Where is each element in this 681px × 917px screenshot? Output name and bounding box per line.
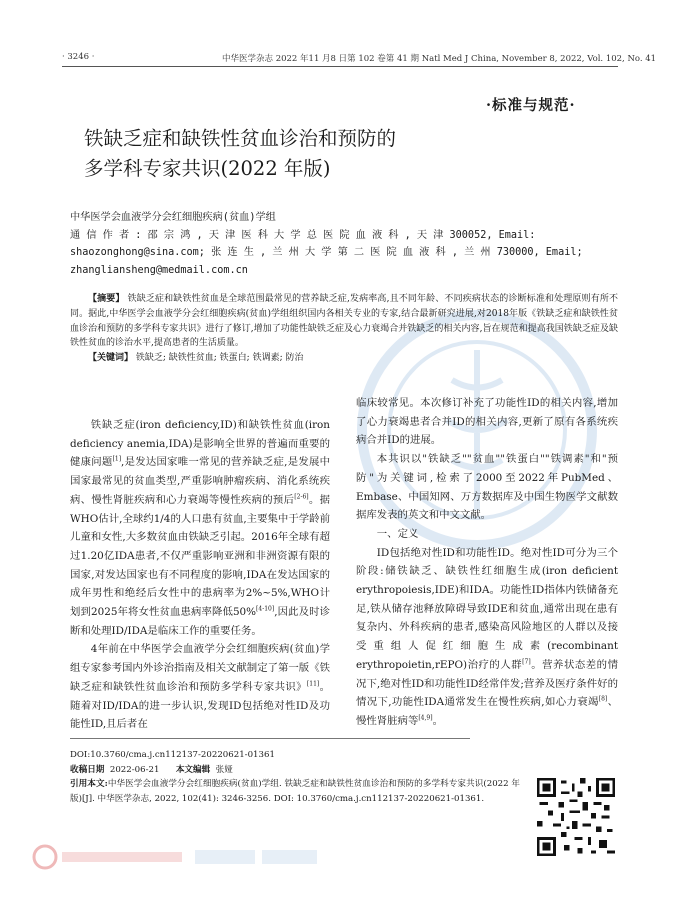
abstract-label: 【摘要】 bbox=[88, 294, 125, 304]
section-heading: 一、定义 bbox=[376, 527, 419, 540]
corresponding-author-line: shaozonghong@sina.com; 张 连 生 , 兰 州 大 学 第 二 医 院 血 液 科 , 兰 州 730000, Email; bbox=[70, 247, 583, 258]
received-line bbox=[70, 763, 520, 778]
body-paragraph: 临床较常见。本次修订补充了功能性ID的相关内容,增加了心力衰竭患者合并ID的相关内容,更新了原有各系统疾病合并ID的进展。 bbox=[356, 397, 618, 447]
paragraph-text: 铁缺乏症(iron deficiency,ID)和缺铁性贫血(iron deficiency anemia,IDA)是影响全世界的普遍而重要的健康问题 bbox=[70, 419, 330, 469]
corresponding-author-line: zhangliansheng@medmail.com.cn bbox=[70, 264, 248, 276]
citation-block bbox=[70, 777, 520, 806]
journal-info: 中华医学杂志 2022 年11 月8 日第 102 卷第 41 期 Natl Med J China, November 8, 2022, Vol. 102, No. 41 bbox=[222, 54, 657, 64]
paragraph-text: 、慢性肾脏病等 bbox=[356, 696, 619, 727]
paragraph-text: 。营养状态差的情况下,绝对性ID和功能性ID经常伴发;营养及医疗条件好的情况下,功能性IDA通常发生在慢性疾病,如心力衰竭 bbox=[356, 658, 618, 709]
keywords-label: 【关键词】 bbox=[88, 353, 134, 364]
title-line-2: 多学科专家共识(2022 年版) bbox=[84, 157, 331, 180]
citation-ref: [4,9] bbox=[418, 714, 433, 722]
editor-name: 张娅 bbox=[215, 764, 233, 775]
header-rule bbox=[62, 66, 618, 67]
page-number: · 3246 · bbox=[62, 52, 95, 62]
qr-code[interactable] bbox=[537, 778, 615, 856]
abstract-section bbox=[70, 292, 618, 380]
paragraph-text: 。据WHO估计,全球约1/4的人口患有贫血,主要集中于学龄前儿童和女性,大多数贫血由铁缺乏引起。2016年全球有超过1.20亿IDA患者,不仅严重影响亚洲和非洲资源有限的国家,对发达国家也有不同程度的影响,IDA在发达国家的成年男性和绝经后女性中的患病率为2%~5%,WHO计划到2025年将女性贫血患病率降低50% bbox=[70, 493, 331, 619]
citation-ref: [2-6] bbox=[294, 493, 309, 501]
keywords-line bbox=[88, 351, 618, 366]
paragraph-text: ,因此及时诊断和处理ID/IDA是临床工作的重要任务。 bbox=[70, 606, 330, 637]
paragraph-text: ,是发达国家唯一常见的营养缺乏症,是发展中国家最常见的贫血类型,严重影响肿瘤疾病、消化系统疾病、慢性肾脏疾病和心力衰竭等慢性疾病的预后 bbox=[70, 456, 330, 506]
left-column bbox=[70, 416, 330, 734]
editor-label: 本文编辑 bbox=[175, 764, 211, 775]
doi-line: DOI:10.3760/cma.j.cn112137-20220621-01361 bbox=[70, 750, 275, 760]
paragraph-text: ID包括绝对性ID和功能性ID。绝对性ID可分为三个阶段:储铁缺乏、缺铁性红细胞生成(iron deficient erythropoiesis,IDE)和IDA。功能性ID指体内铁储备充足,铁从储存池释放障碍导致IDE和贫血,通常出现在患有复杂内、外科疾病的患者,感染高风险地区的人群以及接受重组人促红细胞生成素(recombinant erythropoietin,rEPO)治疗的人群 bbox=[356, 546, 618, 671]
body-paragraph bbox=[70, 416, 330, 640]
abstract-paragraph bbox=[70, 292, 618, 351]
paragraph-text: 。随着对ID/IDA的进一步认识,发现ID包括绝对性ID及功能性ID,且后者在 bbox=[70, 680, 331, 731]
citation-ref: [1] bbox=[112, 455, 122, 463]
article-footnote bbox=[70, 748, 520, 806]
citation-ref: [7] bbox=[522, 658, 531, 666]
received-label: 收稿日期 bbox=[70, 764, 105, 775]
article-title bbox=[84, 124, 564, 184]
title-line-1: 铁缺乏症和缺铁性贫血诊治和预防的 bbox=[84, 127, 397, 150]
author-group: 中华医学会血液学分会红细胞疾病(贫血)学组 bbox=[70, 212, 276, 223]
citation-label: 引用本文: bbox=[70, 779, 108, 789]
footnote-rule bbox=[70, 738, 470, 739]
running-header bbox=[0, 52, 681, 66]
citation-ref: [11] bbox=[306, 680, 320, 688]
body-paragraph bbox=[356, 544, 618, 731]
keywords-text: 铁缺乏; 缺铁性贫血; 铁蛋白; 铁调素; 防治 bbox=[135, 353, 304, 364]
section-tag: ·标准与规范· bbox=[486, 97, 576, 114]
right-column bbox=[356, 394, 618, 731]
citation-ref: [8] bbox=[598, 695, 608, 703]
citation-ref: [4-10] bbox=[256, 605, 275, 613]
body-paragraph bbox=[70, 640, 330, 734]
corresponding-author-line: 通 信 作 者 : 邵 宗 鸿 , 天 津 医 科 大 学 总 医 院 血 液 科 , 天 津 300052, Email: bbox=[70, 229, 536, 241]
received-date: 2022-06-21 bbox=[109, 764, 160, 775]
paragraph-text: 4年前在中华医学会血液学分会红细胞疾病(贫血)学组专家参考国内外诊治指南及相关文献制定了第一版《铁缺乏症和缺铁性贫血诊治和预防多学科专家共识》 bbox=[70, 643, 330, 693]
abstract-text: 铁缺乏症和缺铁性贫血是全球范围最常见的营养缺乏症,发病率高,且不同年龄、不同疾病状态的诊断标准和处理原则有所不同。据此,中华医学会血液学分会红细胞疾病(贫血)学组组织国内各相关专业的专家,结合最新研究进展,对2018年版《铁缺乏症和缺铁性贫血诊治和预防的多学科专家共识》进行了修订,增加了功能性缺铁乏症及心力衰竭合并铁缺乏的相关内容,旨在规范和提高我国铁缺乏症及缺铁性贫血的诊治水平,提高患者的生活质量。 bbox=[70, 294, 618, 349]
paragraph-text: 。 bbox=[432, 714, 443, 727]
publisher-watermark-logo bbox=[30, 842, 330, 872]
author-block bbox=[70, 209, 618, 279]
citation-text: 中华医学会血液学分会红细胞疾病(贫血)学组. 铁缺乏症和缺铁性贫血诊治和预防的多学科专家共识(2022 年版)[J]. 中华医学杂志, 2022, 102(41): 3246-3256. DOI: 10.3760/cma.j.cn112137-20220621-01361. bbox=[70, 779, 520, 804]
body-paragraph: 本共识以"铁缺乏""贫血""铁蛋白""铁调素"和"预防"为关键词,检索了2000至2022年PubMed、Embase、中国知网、万方数据库及中国生物医学文献数据库发表的英文和中文文献。 bbox=[356, 453, 618, 522]
